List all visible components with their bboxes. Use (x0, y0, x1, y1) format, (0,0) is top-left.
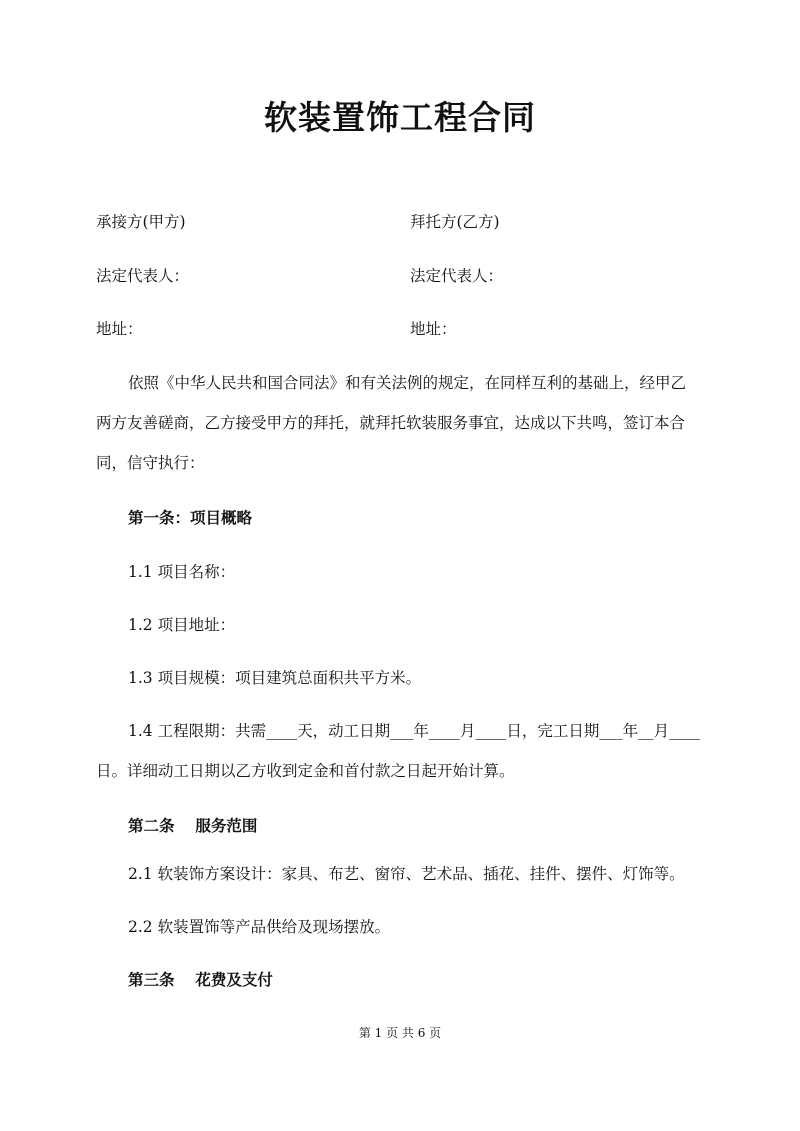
article-1-heading: 第一条：项目概略 (128, 509, 253, 527)
article-2-item-2: 2.2 软装置饰等产品供给及现场摆放。 (128, 918, 391, 936)
article-1-item-3: 1.3 项目规模：项目建筑总面积共平方米。 (128, 669, 422, 687)
party-a-label: 承接方(甲方) (96, 213, 186, 231)
article-1-item-1: 1.1 项目名称： (128, 563, 236, 581)
party-b-address: 地址： (410, 320, 457, 338)
preamble-line-1: 依照《中华人民共和国合同法》和有关法例的规定，在同样互利的基础上，经甲乙 (128, 374, 687, 392)
article-2-item-1: 2.1 软装饰方案设计：家具、布艺、窗帘、艺术品、插花、挂件、摆件、灯饰等。 (128, 865, 685, 883)
article-2-heading: 第二条 服务范围 (128, 817, 258, 835)
party-a-address: 地址： (96, 320, 143, 338)
document-title: 软装置饰工程合同 (264, 98, 536, 137)
preamble-line-3: 同，信守执行： (96, 454, 205, 472)
article-3-heading: 第三条 花费及支付 (128, 971, 273, 989)
preamble-line-2: 两方友善磋商，乙方接受甲方的拜托，就拜托软装服务事宜，达成以下共鸣，签订本合 (96, 414, 686, 432)
party-a-representative: 法定代表人： (96, 267, 190, 285)
party-b-label: 拜托方(乙方) (410, 213, 500, 231)
article-1-item-4-line-1: 1.4 工程限期：共需____天，动工日期___年____月____日，完工日期___年__月____ (128, 722, 701, 740)
party-b-representative: 法定代表人： (410, 267, 504, 285)
article-1-item-2: 1.2 项目地址： (128, 616, 236, 634)
article-1-item-4-line-2: 日。详细动工日期以乙方收到定金和首付款之日起开始计算。 (96, 762, 515, 780)
page-footer: 第 1 页 共 6 页 (358, 1026, 442, 1040)
